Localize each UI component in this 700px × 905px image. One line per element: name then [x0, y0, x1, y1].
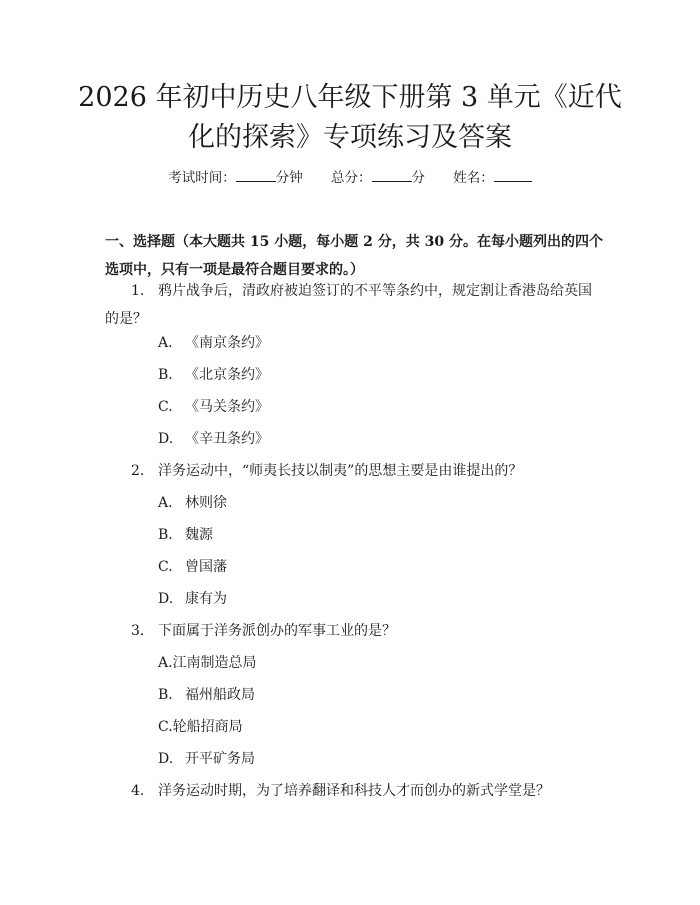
question-2-option-a: [158, 493, 227, 513]
option-text: 《马关条约》: [185, 399, 269, 415]
question-stem: 下面属于洋务派创办的军事工业的是？: [158, 623, 396, 639]
exam-meta-row: [0, 168, 700, 188]
question-1-option-a: [158, 333, 269, 353]
option-text: 魏源: [185, 527, 213, 543]
question-4: [105, 777, 605, 805]
option-letter: B.: [158, 687, 173, 703]
exam-time-unit: 分钟: [275, 170, 303, 186]
question-3-option-d: [158, 749, 255, 769]
question-3-option-c: [158, 717, 243, 737]
student-name-field: [453, 168, 532, 188]
option-letter: C.: [158, 719, 173, 735]
option-text: 福州船政局: [185, 687, 255, 703]
question-stem: 洋务运动中，“师夷长技以制夷”的思想主要是由谁提出的？: [158, 463, 523, 479]
question-2-option-b: [158, 525, 213, 545]
option-text: 林则徐: [185, 495, 227, 511]
option-letter: A.: [158, 495, 173, 511]
option-letter: D.: [158, 751, 174, 767]
question-number: 4.: [131, 783, 145, 799]
question-number: 1.: [131, 283, 145, 299]
question-1-option-b: [158, 365, 269, 385]
question-3: [105, 617, 605, 645]
option-text: 轮船招商局: [172, 719, 243, 735]
option-text: 曾国藩: [185, 559, 227, 575]
option-letter: D.: [158, 591, 174, 607]
option-letter: C.: [158, 399, 173, 415]
exam-time-field: [168, 168, 303, 188]
exam-time-label: 考试时间：: [168, 170, 236, 186]
option-letter: D.: [158, 431, 174, 447]
question-2-option-d: [158, 589, 227, 609]
question-2: [105, 457, 605, 485]
option-text: 开平矿务局: [185, 751, 255, 767]
option-text: 江南制造总局: [172, 655, 257, 671]
option-text: 《辛丑条约》: [185, 431, 269, 447]
total-score-unit: 分: [411, 170, 425, 186]
exam-time-blank: [236, 168, 276, 182]
total-score-label: 总分：: [331, 170, 372, 186]
student-name-label: 姓名：: [453, 170, 494, 186]
question-3-option-a: [158, 653, 257, 673]
student-name-blank: [494, 168, 532, 182]
option-text: 《南京条约》: [185, 335, 269, 351]
total-score-field: [331, 168, 425, 188]
question-3-option-b: [158, 685, 255, 705]
question-stem: 洋务运动时期，为了培养翻译和科技人才而创办的新式学堂是？: [158, 783, 550, 799]
section-heading: 一、选择题（本大题共 15 小题，每小题 2 分，共 30 分。在每小题列出的四个选项中，只有一项是最符合题目要求的。）: [105, 234, 603, 278]
exam-title-line-1: 2026 年初中历史八年级下册第 3 单元《近代: [78, 82, 622, 113]
exam-title-line-2: 化的探索》专项练习及答案: [188, 122, 512, 153]
option-letter: A.: [158, 335, 173, 351]
question-1-option-c: [158, 397, 269, 417]
option-letter: B.: [158, 527, 173, 543]
option-letter: B.: [158, 367, 173, 383]
question-1-option-d: [158, 429, 269, 449]
question-1: [105, 277, 605, 333]
question-stem: 鸦片战争后，清政府被迫签订的不平等条约中，规定割让香港岛给英国的是？: [105, 283, 592, 327]
question-number: 2.: [131, 463, 145, 479]
option-text: 《北京条约》: [185, 367, 269, 383]
option-letter: A.: [158, 655, 173, 671]
question-number: 3.: [131, 623, 145, 639]
option-letter: C.: [158, 559, 173, 575]
option-text: 康有为: [185, 591, 227, 607]
total-score-blank: [372, 168, 412, 182]
question-2-option-c: [158, 557, 227, 577]
